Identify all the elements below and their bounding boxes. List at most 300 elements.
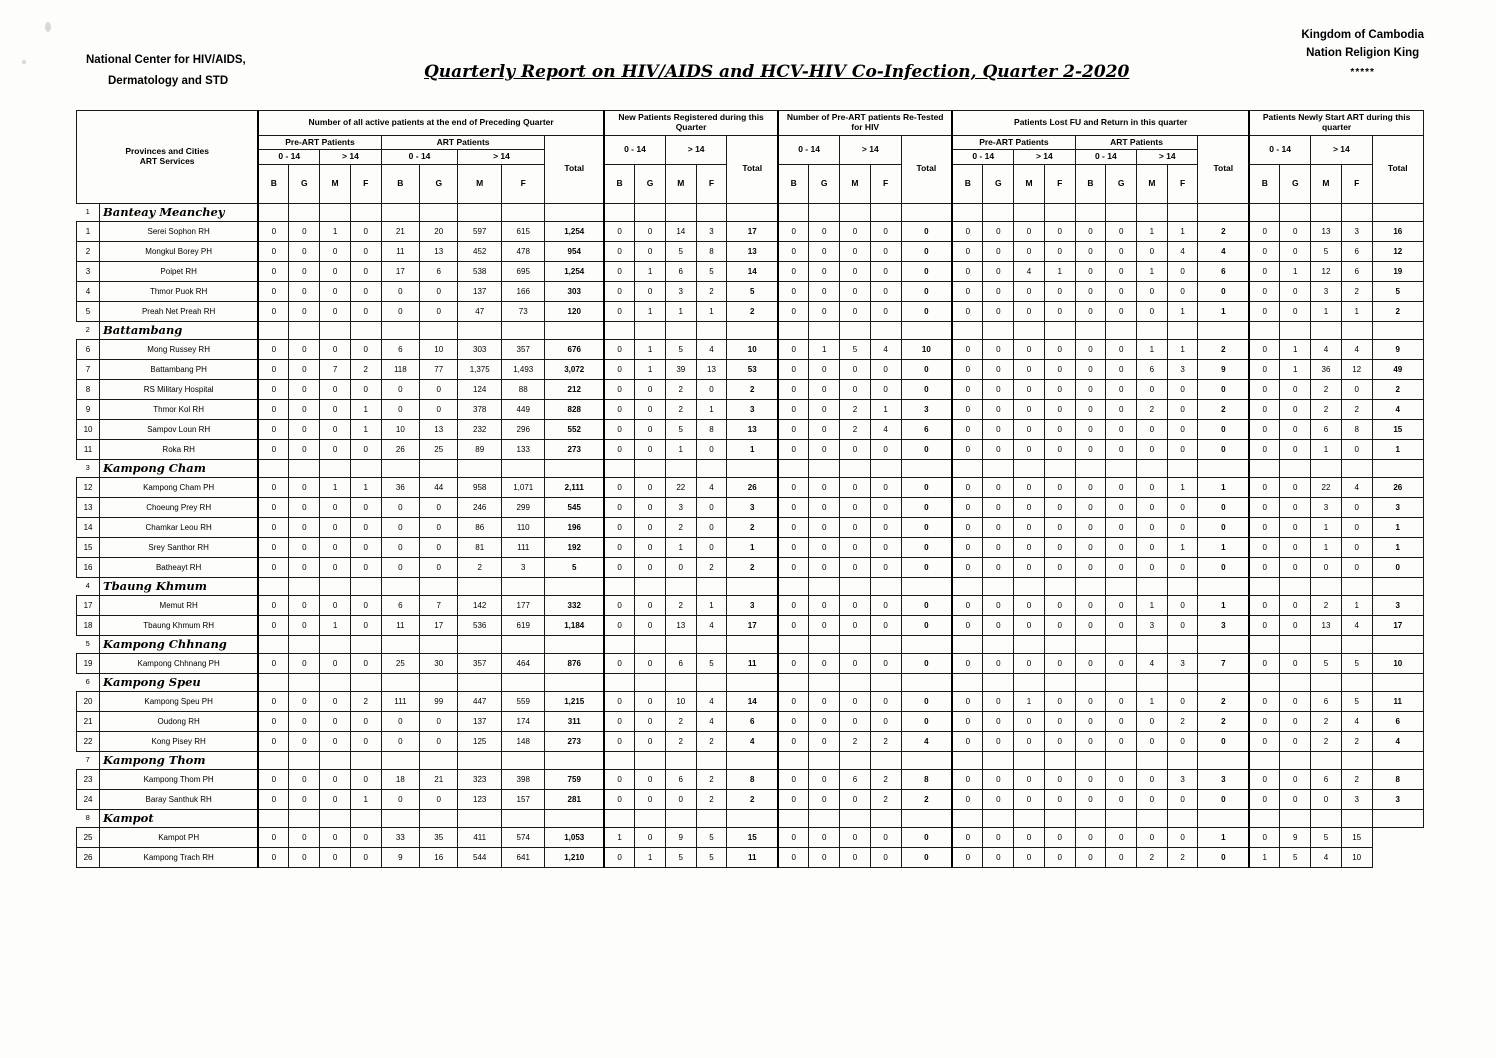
cell-value: 0: [809, 222, 840, 242]
cell-value: 2: [1341, 732, 1372, 752]
cell-value: 77: [420, 360, 458, 380]
cell-value: 0: [420, 282, 458, 302]
province-row-spacer: [1372, 204, 1423, 222]
province-row: [77, 674, 1424, 692]
cell-total: 2: [727, 302, 778, 322]
table-row: [77, 420, 1424, 440]
cell-value: 0: [320, 400, 351, 420]
site-name: Mong Russey RH: [100, 340, 259, 360]
cell-total: 14: [727, 262, 778, 282]
province-row-spacer: [604, 752, 635, 770]
cell-value: 0: [289, 848, 320, 868]
cell-value: 0: [840, 262, 871, 282]
cell-value: 0: [381, 400, 419, 420]
cell-value: 10: [665, 692, 696, 712]
cell-value: 0: [320, 654, 351, 674]
province-row-spacer: [952, 752, 983, 770]
cell-value: 0: [289, 282, 320, 302]
cell-value: 86: [458, 518, 502, 538]
province-row-spacer: [420, 810, 458, 828]
cell-value: 2: [1167, 712, 1198, 732]
cell-value: 0: [381, 282, 419, 302]
cell-value: 0: [1137, 242, 1168, 262]
province-row-spacer: [1044, 752, 1075, 770]
cell-value: 2: [696, 732, 727, 752]
cell-value: 10: [420, 340, 458, 360]
province-row-spacer: [501, 322, 545, 340]
cell-total: 1: [727, 440, 778, 460]
province-row-spacer: [1044, 810, 1075, 828]
subgroup-preart-1: Pre-ART Patients: [258, 135, 381, 150]
cell-value: 0: [381, 712, 419, 732]
cell-value: 0: [258, 380, 289, 400]
province-row-spacer: [289, 674, 320, 692]
cell-value: 0: [952, 222, 983, 242]
org-line-1: National Center for HIV/AIDS,: [86, 54, 246, 66]
cell-value: 0: [604, 302, 635, 322]
cell-total: 0: [901, 498, 952, 518]
cell-value: 0: [840, 616, 871, 636]
letter-f: F: [696, 165, 727, 204]
letter-m: M: [840, 165, 871, 204]
letter-m: M: [665, 165, 696, 204]
province-row-spacer: [1075, 752, 1106, 770]
table-head: [77, 111, 1424, 204]
province-row-spacer: [635, 674, 666, 692]
province-row-spacer: [289, 460, 320, 478]
cell-value: 398: [501, 770, 545, 790]
kingdom-header: [1301, 26, 1424, 82]
province-row-spacer: [809, 752, 840, 770]
province-row-spacer: [320, 752, 351, 770]
cell-value: 0: [952, 440, 983, 460]
cell-value: 0: [696, 498, 727, 518]
cell-value: 0: [289, 478, 320, 498]
cell-value: 0: [696, 518, 727, 538]
cell-value: 11: [381, 616, 419, 636]
cell-value: 0: [1044, 242, 1075, 262]
cell-value: 538: [458, 262, 502, 282]
cell-value: 1: [1167, 340, 1198, 360]
province-row-spacer: [952, 204, 983, 222]
cell-value: 0: [952, 654, 983, 674]
province-row-spacer: [1014, 322, 1045, 340]
province-row-spacer: [665, 578, 696, 596]
cell-total: 212: [545, 380, 604, 400]
cell-total: 2: [1198, 692, 1249, 712]
cell-total: 0: [1198, 420, 1249, 440]
cell-value: 0: [870, 222, 901, 242]
cell-value: 536: [458, 616, 502, 636]
province-row-spacer: [1106, 674, 1137, 692]
cell-total: 2: [1198, 712, 1249, 732]
cell-value: 0: [870, 282, 901, 302]
province-row-spacer: [1341, 810, 1372, 828]
cell-value: 157: [501, 790, 545, 810]
cell-value: 99: [420, 692, 458, 712]
cell-total: 0: [901, 828, 952, 848]
cell-value: 0: [635, 440, 666, 460]
cell-value: 11: [381, 242, 419, 262]
cell-value: 0: [840, 712, 871, 732]
cell-value: 0: [983, 692, 1014, 712]
cell-value: 0: [1044, 712, 1075, 732]
cell-value: 0: [320, 712, 351, 732]
cell-value: 1: [1280, 262, 1311, 282]
cell-value: 0: [420, 790, 458, 810]
cell-value: 0: [1075, 440, 1106, 460]
cell-value: 0: [258, 712, 289, 732]
site-name: Kampong Chhnang PH: [100, 654, 259, 674]
province-row-spacer: [840, 810, 871, 828]
cell-value: 0: [350, 498, 381, 518]
cell-total: 3: [1198, 616, 1249, 636]
cell-total: 1,254: [545, 222, 604, 242]
cell-total: 0: [901, 654, 952, 674]
cell-value: 0: [809, 712, 840, 732]
province-row-spacer: [604, 204, 635, 222]
table-row: [77, 538, 1424, 558]
cell-value: 0: [420, 558, 458, 578]
province-row-spacer: [258, 322, 289, 340]
province-row-spacer: [870, 810, 901, 828]
cell-total: 2: [1372, 302, 1423, 322]
cell-value: 0: [983, 380, 1014, 400]
cell-value: 2: [1311, 400, 1342, 420]
cell-value: 0: [778, 558, 809, 578]
cell-total: 2: [727, 518, 778, 538]
province-row-spacer: [501, 578, 545, 596]
province-row-spacer: [350, 810, 381, 828]
province-row-spacer: [1167, 322, 1198, 340]
cell-value: 0: [1280, 420, 1311, 440]
cell-value: 0: [1249, 380, 1280, 400]
cell-value: 1: [1341, 302, 1372, 322]
cell-value: 4: [870, 340, 901, 360]
cell-value: 0: [1075, 400, 1106, 420]
letter-g: G: [1106, 165, 1137, 204]
cell-value: 0: [983, 712, 1014, 732]
cell-value: 0: [1014, 712, 1045, 732]
cell-value: 0: [840, 692, 871, 712]
cell-value: 0: [1075, 654, 1106, 674]
cell-value: 4: [696, 712, 727, 732]
cell-total: 2: [1198, 222, 1249, 242]
province-row-spacer: [258, 204, 289, 222]
cell-value: 2: [870, 732, 901, 752]
cell-value: 0: [1014, 732, 1045, 752]
cell-value: 1: [1167, 538, 1198, 558]
cell-total: 0: [1198, 790, 1249, 810]
province-row-spacer: [258, 752, 289, 770]
cell-value: 0: [840, 498, 871, 518]
cell-value: 2: [1311, 596, 1342, 616]
cell-value: 0: [1044, 420, 1075, 440]
cell-value: 0: [983, 262, 1014, 282]
cell-total: 192: [545, 538, 604, 558]
province-row-spacer: [1044, 204, 1075, 222]
cell-value: 0: [320, 596, 351, 616]
province-row-spacer: [289, 322, 320, 340]
cell-value: 299: [501, 498, 545, 518]
site-name: Poipet RH: [100, 262, 259, 282]
cell-value: 0: [289, 440, 320, 460]
cell-value: 25: [420, 440, 458, 460]
cell-value: 0: [635, 596, 666, 616]
cell-value: 0: [258, 360, 289, 380]
cell-value: 0: [1014, 440, 1045, 460]
cell-total: 281: [545, 790, 604, 810]
province-row-spacer: [1280, 752, 1311, 770]
cell-value: 0: [289, 498, 320, 518]
cell-value: 0: [1280, 478, 1311, 498]
table-row: [77, 340, 1424, 360]
province-row: [77, 460, 1424, 478]
cell-value: 0: [635, 380, 666, 400]
province-row-spacer: [1106, 322, 1137, 340]
province-row-spacer: [696, 810, 727, 828]
cell-total: 1: [727, 538, 778, 558]
cell-value: 0: [1280, 558, 1311, 578]
row-index: 1: [77, 222, 100, 242]
province-row-spacer: [1106, 636, 1137, 654]
group-header-newly-start-art: Patients Newly Start ART during this quarter: [1249, 111, 1423, 136]
letter-f: F: [501, 165, 545, 204]
cell-value: 0: [258, 262, 289, 282]
cell-total: 1,184: [545, 616, 604, 636]
cell-value: 0: [870, 262, 901, 282]
cell-value: 0: [1167, 828, 1198, 848]
cell-value: 4: [1341, 478, 1372, 498]
cell-value: 0: [983, 616, 1014, 636]
cell-value: 0: [635, 538, 666, 558]
cell-value: 0: [604, 400, 635, 420]
cell-total: 17: [727, 616, 778, 636]
cell-value: 0: [289, 400, 320, 420]
cell-value: 0: [1249, 420, 1280, 440]
cell-value: 0: [604, 440, 635, 460]
cell-value: 0: [809, 654, 840, 674]
province-row-spacer: [458, 810, 502, 828]
cell-value: 0: [809, 828, 840, 848]
cell-value: 0: [604, 518, 635, 538]
cell-value: 0: [350, 712, 381, 732]
cell-value: 0: [1137, 282, 1168, 302]
province-row-spacer: [458, 460, 502, 478]
cell-value: 110: [501, 518, 545, 538]
cell-value: 0: [1075, 340, 1106, 360]
cell-value: 0: [809, 498, 840, 518]
table-row: [77, 654, 1424, 674]
cell-value: 0: [1137, 302, 1168, 322]
table-row: [77, 380, 1424, 400]
cell-total: 552: [545, 420, 604, 440]
cell-value: 35: [420, 828, 458, 848]
cell-value: 8: [696, 242, 727, 262]
province-row-spacer: [1044, 460, 1075, 478]
cell-value: 3: [665, 498, 696, 518]
site-name: Tbaung Khmum RH: [100, 616, 259, 636]
province-row-spacer: [320, 636, 351, 654]
cell-value: 0: [1014, 538, 1045, 558]
province-row-spacer: [1106, 460, 1137, 478]
cell-value: 0: [1167, 790, 1198, 810]
province-name: Kampot: [100, 810, 259, 828]
cell-value: 0: [1106, 360, 1137, 380]
cell-value: 0: [778, 400, 809, 420]
cell-value: 0: [1280, 596, 1311, 616]
province-row-spacer: [778, 810, 809, 828]
cell-value: 0: [778, 770, 809, 790]
table-row: [77, 828, 1424, 848]
cell-value: 0: [778, 302, 809, 322]
cell-value: 13: [1311, 222, 1342, 242]
cell-value: 0: [778, 848, 809, 868]
province-row-spacer: [501, 810, 545, 828]
cell-value: 0: [870, 848, 901, 868]
cell-value: 44: [420, 478, 458, 498]
cell-value: 0: [952, 478, 983, 498]
cell-value: 8: [1341, 420, 1372, 440]
cell-total: 0: [901, 538, 952, 558]
province-row-spacer: [1014, 810, 1045, 828]
province-name: Banteay Meanchey: [100, 204, 259, 222]
province-row-spacer: [320, 460, 351, 478]
cell-value: 296: [501, 420, 545, 440]
cell-value: 357: [458, 654, 502, 674]
cell-value: 0: [1249, 262, 1280, 282]
province-name: Kampong Speu: [100, 674, 259, 692]
cell-value: 1: [350, 400, 381, 420]
row-index: 25: [77, 828, 100, 848]
letter-g: G: [809, 165, 840, 204]
cell-value: 2: [350, 692, 381, 712]
cell-value: 0: [604, 262, 635, 282]
province-row-spacer: [1167, 460, 1198, 478]
cell-value: 0: [1167, 596, 1198, 616]
province-row-spacer: [809, 674, 840, 692]
cell-total: 9: [1198, 360, 1249, 380]
site-name: Kampong Thom PH: [100, 770, 259, 790]
cell-value: 1: [1137, 262, 1168, 282]
cell-value: 0: [983, 558, 1014, 578]
cell-value: 5: [665, 340, 696, 360]
cell-value: 3: [1167, 360, 1198, 380]
cell-value: 0: [1106, 222, 1137, 242]
cell-total: 10: [901, 340, 952, 360]
cell-value: 0: [1249, 654, 1280, 674]
cell-value: 9: [665, 828, 696, 848]
cell-value: 0: [289, 340, 320, 360]
cell-value: 0: [1106, 558, 1137, 578]
province-row-spacer: [727, 674, 778, 692]
cell-value: 10: [381, 420, 419, 440]
cell-value: 0: [258, 732, 289, 752]
cell-total: 3: [901, 400, 952, 420]
cell-total: 1: [1198, 302, 1249, 322]
cell-value: 33: [381, 828, 419, 848]
province-row-spacer: [350, 752, 381, 770]
cell-value: 0: [289, 380, 320, 400]
cell-value: 0: [1044, 558, 1075, 578]
cell-value: 15: [1341, 828, 1372, 848]
row-index: 18: [77, 616, 100, 636]
province-row-spacer: [1280, 204, 1311, 222]
province-row-spacer: [1341, 674, 1372, 692]
cell-value: 1: [604, 828, 635, 848]
cell-value: 0: [1249, 558, 1280, 578]
province-row-spacer: [545, 204, 604, 222]
cell-value: 0: [1044, 222, 1075, 242]
cell-value: 0: [952, 538, 983, 558]
cell-value: 1: [320, 222, 351, 242]
cell-total: 311: [545, 712, 604, 732]
cell-value: 0: [604, 538, 635, 558]
cell-value: 0: [258, 478, 289, 498]
cell-total: 0: [1198, 848, 1249, 868]
cell-value: 6: [1311, 770, 1342, 790]
cell-total: 120: [545, 302, 604, 322]
cell-value: 0: [1280, 770, 1311, 790]
cell-value: 4: [696, 692, 727, 712]
province-row-spacer: [696, 578, 727, 596]
cell-total: 16: [1372, 222, 1423, 242]
cell-value: 0: [420, 380, 458, 400]
cell-value: 0: [1249, 498, 1280, 518]
cell-value: 0: [350, 616, 381, 636]
province-row-spacer: [1137, 810, 1168, 828]
cell-value: 0: [420, 712, 458, 732]
letter-g: G: [289, 165, 320, 204]
cell-value: 0: [1106, 692, 1137, 712]
province-name: Kampong Cham: [100, 460, 259, 478]
cell-value: 1: [1167, 302, 1198, 322]
cell-value: 0: [1044, 478, 1075, 498]
cell-value: 1: [696, 302, 727, 322]
province-row-spacer: [501, 204, 545, 222]
province-row-spacer: [458, 322, 502, 340]
cell-value: 13: [420, 420, 458, 440]
cell-value: 0: [1280, 518, 1311, 538]
cell-value: 0: [289, 302, 320, 322]
letter-g: G: [983, 165, 1014, 204]
province-row-spacer: [870, 578, 901, 596]
table-row: [77, 440, 1424, 460]
row-index: 2: [77, 242, 100, 262]
province-row-spacer: [809, 204, 840, 222]
cell-value: 0: [604, 692, 635, 712]
row-index: 5: [77, 302, 100, 322]
cell-value: 36: [381, 478, 419, 498]
province-row-spacer: [665, 460, 696, 478]
cell-value: 0: [1137, 538, 1168, 558]
cell-value: 0: [952, 400, 983, 420]
cell-value: 0: [350, 770, 381, 790]
cell-value: 0: [320, 770, 351, 790]
cell-value: 5: [1280, 848, 1311, 868]
province-row-spacer: [320, 674, 351, 692]
province-row-spacer: [983, 204, 1014, 222]
province-row-spacer: [1075, 204, 1106, 222]
cell-total: 1: [1198, 538, 1249, 558]
cell-total: 11: [727, 848, 778, 868]
cell-value: 0: [840, 558, 871, 578]
cell-value: 0: [1137, 790, 1168, 810]
site-name: Kampong Cham PH: [100, 478, 259, 498]
cell-value: 0: [1014, 282, 1045, 302]
province-row-spacer: [1137, 752, 1168, 770]
cell-value: 2: [696, 770, 727, 790]
